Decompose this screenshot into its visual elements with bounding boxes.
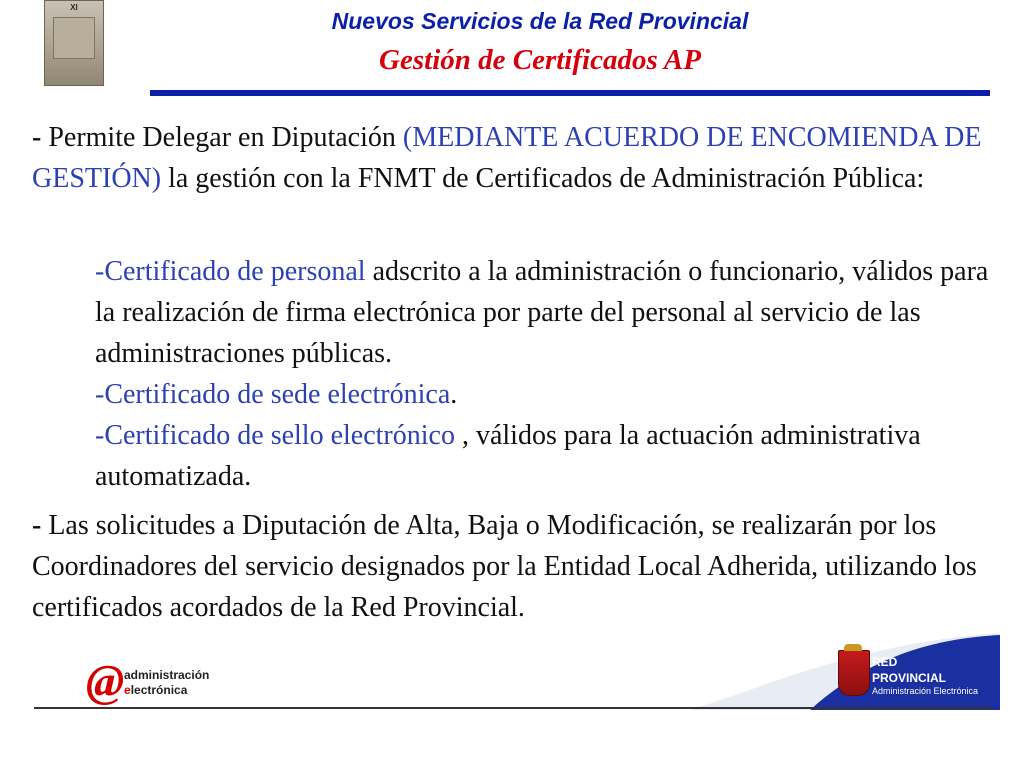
list-item-sello (95, 415, 995, 497)
red-provincial-line-3: Administración Electrónica (872, 686, 979, 696)
bullet-dash: - (32, 510, 49, 541)
highlight-text: -Certificado de sede electrónica (95, 379, 451, 410)
at-sign-icon: @ (86, 655, 125, 706)
list-item-personal (95, 251, 995, 374)
red-provincial-line-1: RED (872, 655, 898, 669)
logo-line-2-rest: lectrónica (130, 683, 188, 697)
list-item-sede (95, 374, 995, 415)
highlight-text: (MEDIANTE ACUERDO DE ENCOMIENDA DE GESTIÓN) (32, 122, 982, 194)
page-subtitle: Gestión de Certificados AP (379, 44, 701, 76)
certificate-list (95, 251, 995, 497)
logo-line-1: administración (124, 668, 210, 682)
page-title: Nuevos Servicios de la Red Provincial (331, 8, 749, 34)
highlight-text: -Certificado de sello electrónico (95, 420, 455, 451)
administracion-electronica-logo (86, 655, 246, 706)
conference-logo-image (53, 17, 95, 59)
paragraph-delegation (32, 117, 992, 199)
coat-of-arms-icon (838, 650, 870, 696)
crown-icon (844, 644, 862, 651)
list-item-text: . (450, 379, 458, 410)
highlight-text: -Certificado de personal (95, 256, 366, 287)
red-provincial-line-2: PROVINCIAL (872, 671, 947, 685)
conference-logo (44, 0, 104, 86)
header-divider (150, 90, 990, 96)
logo-letter-e: e (124, 683, 131, 697)
conference-logo-label: XI (70, 3, 78, 12)
list-item-text: adscrito a la administración o funcionario, válidos para la realización de firma electrónica por parte del personal al servicio de las administraciones públicas. (95, 256, 989, 369)
footer-divider (34, 707, 992, 709)
list-item-text: , válidos para la actuación administrativa automatizada. (95, 420, 921, 492)
paragraph-text: Las solicitudes a Diputación de Alta, Baja o Modificación, se realizarán por los Coordinadores del servicio designados por la Entidad Local Adherida, utilizando los certificados acordados de la Red Provincial. (32, 510, 977, 623)
paragraph-requests (32, 505, 992, 628)
paragraph-text: la gestión con la FNMT de Certificados de Administración Pública: (161, 163, 925, 194)
bullet-dash: - (32, 122, 49, 153)
paragraph-text: Permite Delegar en Diputación (48, 122, 403, 153)
logo-line-2 (124, 683, 187, 697)
